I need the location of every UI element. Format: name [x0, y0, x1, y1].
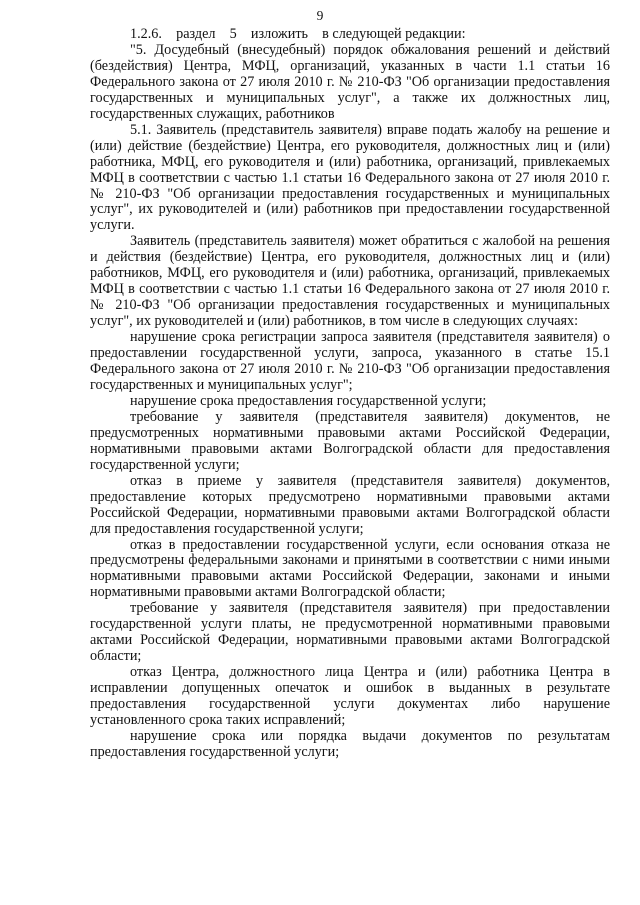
list-item-extra-documents: требование у заявителя (представителя заявителя) документов, не предусмотренных нормативными правовыми актами Российской Федерации, нормативными правовыми актами Волгоградской области для предоставления государственной услуги; [90, 408, 610, 473]
page-number: 9 [316, 8, 324, 23]
list-item-document-refusal: отказ в приеме у заявителя (представителя заявителя) документов, предоставление которых предусмотрено нормативными правовыми актами Российской Федерации, нормативными правовыми актами Волгоградской области для предоставления государственной услуги; [90, 472, 610, 537]
paragraph-complaint-cases-intro: Заявитель (представитель заявителя) может обратиться с жалобой на решения и действия (бездействие) Центра, его руководителя, должностных лиц и (или) работников, МФЦ, его руководителя и (или) работника, организаций, привлекаемых МФЦ в соответствии с частью 1.1 статьи 16 Федерального закона от 27 июля 2010 г. № 210-ФЗ "Об организации предоставления государственных и муниципальных услуг", их руководителей и (или) работников, в том числе в следующих случаях: [90, 233, 610, 330]
list-item-service-refusal: отказ в предоставлении государственной услуги, если основания отказа не предусмотрены федеральными законами и принятыми в соответствии с ними иными нормативными правовыми актами Российской Федерации, законами и иными нормативными правовыми актами Волгоградской области; [90, 536, 610, 601]
list-item-unlawful-fee: требование у заявителя (представителя заявителя) при предоставлении государственной услуги платы, не предусмотренной нормативными правовыми актами Российской Федерации, нормативными правовыми актами Волгоградской области; [90, 600, 610, 665]
paragraph-section-heading: 1.2.6. раздел 5 изложить в следующей редакции: [130, 26, 466, 42]
paragraph-5-1: 5.1. Заявитель (представитель заявителя) вправе подать жалобу на решение и (или) действие (бездействие) Центра, его руководителя, должностных лиц и (или) работника, МФЦ, его руководителя и (или) работника, организаций, привлекаемых МФЦ в соответствии с частью 1.1 статьи 16 Федерального закона от 27 июля 2010 г. № 210-ФЗ "Об организации предоставления государственных и муниципальных услуг", их руководителей и (или) работников при предоставлении государственной услуги. [90, 121, 610, 234]
list-item-registration-delay: нарушение срока регистрации запроса заявителя (представителя заявителя) о предоставлении государственной услуги, запроса, указанного в статье 15.1 Федерального закона от 27 июля 2010 г. № 210-ФЗ "Об организации предоставления государственных и муниципальных услуг"; [90, 329, 610, 393]
document-body [90, 27, 610, 761]
list-item-issuance-violation: нарушение срока или порядка выдачи документов по результатам предоставления государственной услуги; [90, 727, 610, 760]
paragraph-section-title: "5. Досудебный (внесудебный) порядок обжалования решений и действий (бездействия) Центра, МФЦ, организаций, указанных в части 1.1 статьи 16 Федерального закона от 27 июля 2010 г. № 210-ФЗ "Об организации предоставления государственных и муниципальных услуг", а также их должностных лиц, государственных служащих, работников [90, 41, 610, 122]
list-item-correction-refusal: отказ Центра, должностного лица Центра и (или) работника Центра в исправлении допущенных опечаток и ошибок в выданных в результате предоставления государственной услуги документах либо нарушение установленного срока таких исправлений; [90, 664, 610, 728]
list-item-service-delay: нарушение срока предоставления государственной услуги; [130, 392, 487, 409]
